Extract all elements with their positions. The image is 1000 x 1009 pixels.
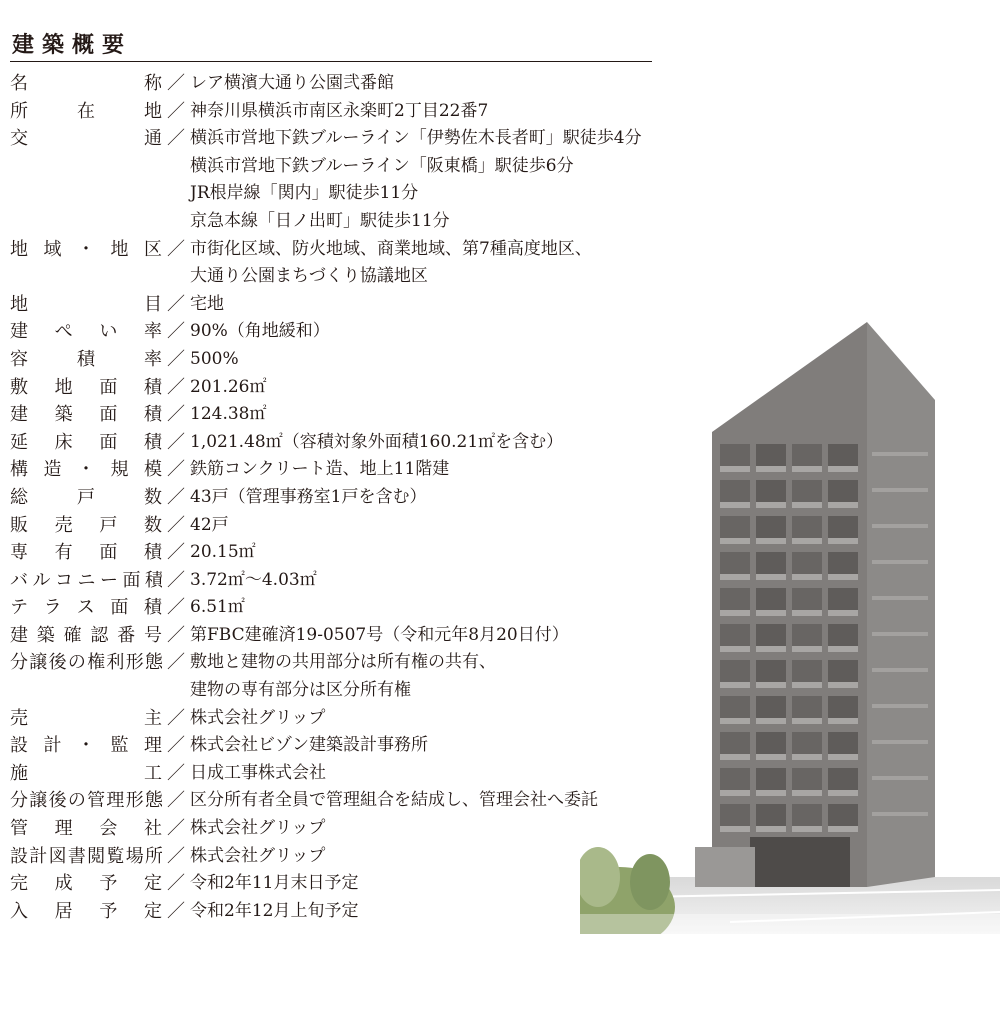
spec-label: 施工 xyxy=(10,762,162,784)
spec-value: 43戸（管理事務室1戸を含む） xyxy=(190,486,427,507)
spec-row xyxy=(0,787,660,815)
spec-value: 株式会社ビゾン建築設計事務所 xyxy=(190,735,428,756)
building-balcony xyxy=(828,790,858,796)
spec-value: 株式会社グリップ xyxy=(190,707,326,728)
building-balcony xyxy=(792,646,822,652)
spec-value: 500% xyxy=(190,348,239,369)
building-balcony xyxy=(720,610,750,616)
building-balcony xyxy=(792,574,822,580)
spec-label: 管理会社 xyxy=(10,818,162,840)
spec-label: 容積率 xyxy=(10,348,162,370)
building-side-rail xyxy=(872,740,928,744)
spec-label: 設計・監理 xyxy=(10,735,162,757)
spec-value: 横浜市営地下鉄ブルーライン「阪東橋」駅徒歩6分 xyxy=(190,155,574,176)
spec-label: 分譲後の権利形態 xyxy=(10,652,162,674)
spec-row xyxy=(0,705,660,733)
spec-separator: ／ xyxy=(167,321,185,343)
spec-row xyxy=(0,125,660,235)
spec-value: 124.38㎡ xyxy=(190,404,267,425)
spec-value: 令和2年11月末日予定 xyxy=(190,873,359,894)
spec-row xyxy=(0,567,660,595)
spec-row xyxy=(0,732,660,760)
building-side-rail xyxy=(872,596,928,600)
spec-value: 敷地と建物の共用部分は所有権の共有、 xyxy=(190,652,496,673)
building-balcony xyxy=(720,502,750,508)
spec-row xyxy=(0,539,660,567)
spec-separator: ／ xyxy=(167,404,185,426)
spec-separator: ／ xyxy=(167,128,185,150)
spec-value: 令和2年12月上旬予定 xyxy=(190,900,359,921)
spec-label: 構造・規模 xyxy=(10,459,162,481)
building-balcony xyxy=(828,718,858,724)
spec-row xyxy=(0,512,660,540)
spec-row xyxy=(0,870,660,898)
spec-label: 入居予定 xyxy=(10,900,162,922)
building-balcony xyxy=(792,826,822,832)
spec-row xyxy=(0,429,660,457)
building-balcony xyxy=(720,754,750,760)
spec-value: 区分所有者全員で管理組合を結成し、管理会社へ委託 xyxy=(190,790,598,811)
spec-row xyxy=(0,374,660,402)
spec-row xyxy=(0,456,660,484)
building-side-rail xyxy=(872,704,928,708)
spec-row xyxy=(0,346,660,374)
spec-label: 設計図書閲覧場所 xyxy=(10,845,162,867)
spec-value: 90%（角地緩和） xyxy=(190,321,330,342)
spec-value: 神奈川県横浜市南区永楽町2丁目22番7 xyxy=(190,100,489,121)
spec-separator: ／ xyxy=(167,873,185,895)
building-balcony xyxy=(828,826,858,832)
building-side-rail xyxy=(872,776,928,780)
building-outline-list xyxy=(0,70,660,925)
spec-value: 6.51㎡ xyxy=(190,597,245,618)
spec-row xyxy=(0,70,660,98)
building-side-rail xyxy=(872,488,928,492)
spec-row xyxy=(0,622,660,650)
spec-value: 宅地 xyxy=(190,293,224,314)
spec-label: 名称 xyxy=(10,73,162,94)
spec-label: 建ぺい率 xyxy=(10,321,162,343)
spec-label: 建築確認番号 xyxy=(10,624,162,646)
spec-separator: ／ xyxy=(167,707,185,729)
spec-separator: ／ xyxy=(167,73,185,94)
building-side-rail xyxy=(872,632,928,636)
building-balcony xyxy=(828,502,858,508)
spec-value: 第FBC建確済19-0507号（令和元年8月20日付） xyxy=(190,624,569,645)
spec-row xyxy=(0,594,660,622)
spec-separator: ／ xyxy=(167,514,185,536)
spec-label: バルコニー面積 xyxy=(10,569,162,591)
spec-label: 延床面積 xyxy=(10,431,162,453)
spec-separator: ／ xyxy=(167,735,185,757)
spec-label: テラス面積 xyxy=(10,597,162,619)
building-balcony xyxy=(792,718,822,724)
spec-label: 完成予定 xyxy=(10,873,162,895)
spec-label: 敷地面積 xyxy=(10,376,162,398)
spec-value: 20.15㎡ xyxy=(190,542,256,563)
spec-separator: ／ xyxy=(167,762,185,784)
building-balcony xyxy=(756,574,786,580)
spec-value: JR根岸線「関内」駅徒歩11分 xyxy=(190,183,419,204)
spec-value: 横浜市営地下鉄ブルーライン「伊勢佐木長者町」駅徒歩4分 xyxy=(190,128,642,149)
building-balcony xyxy=(720,682,750,688)
spec-label: 建築面積 xyxy=(10,404,162,426)
spec-row xyxy=(0,401,660,429)
spec-label: 売主 xyxy=(10,707,162,729)
spec-row xyxy=(0,898,660,926)
building-balcony xyxy=(720,646,750,652)
building-balcony xyxy=(720,718,750,724)
spec-separator: ／ xyxy=(167,542,185,564)
building-balcony xyxy=(792,466,822,472)
spec-row xyxy=(0,649,660,704)
spec-separator: ／ xyxy=(167,790,185,812)
building-balcony xyxy=(792,610,822,616)
spec-value: 鉄筋コンクリート造、地上11階建 xyxy=(190,459,450,480)
building-balcony xyxy=(792,790,822,796)
spec-value: 201.26㎡ xyxy=(190,376,267,397)
spec-separator: ／ xyxy=(167,652,185,674)
spec-label: 販売戸数 xyxy=(10,514,162,536)
spec-label: 所在地 xyxy=(10,100,162,122)
building-balcony xyxy=(792,502,822,508)
building-balcony xyxy=(828,538,858,544)
spec-separator: ／ xyxy=(167,845,185,867)
spec-value: 日成工事株式会社 xyxy=(190,762,326,783)
spec-value: 建物の専有部分は区分所有権 xyxy=(190,680,411,701)
spec-row xyxy=(0,318,660,346)
building-balcony xyxy=(792,538,822,544)
spec-value: 株式会社グリップ xyxy=(190,818,326,839)
building-balcony xyxy=(828,610,858,616)
building-balcony xyxy=(756,826,786,832)
spec-label: 地域・地区 xyxy=(10,238,162,260)
building-balcony xyxy=(720,826,750,832)
building-illustration xyxy=(580,322,1000,934)
building-balcony xyxy=(720,790,750,796)
spec-value: 京急本線「日ノ出町」駅徒歩11分 xyxy=(190,210,450,231)
spec-separator: ／ xyxy=(167,818,185,840)
building-side-rail xyxy=(872,524,928,528)
building-balcony xyxy=(828,754,858,760)
spec-separator: ／ xyxy=(167,376,185,398)
spec-separator: ／ xyxy=(167,597,185,619)
building-side-rail xyxy=(872,812,928,816)
building-balcony xyxy=(792,682,822,688)
building-balcony xyxy=(828,646,858,652)
building-balcony xyxy=(828,574,858,580)
building-balcony xyxy=(756,754,786,760)
spec-label: 地目 xyxy=(10,293,162,315)
building-balcony xyxy=(828,682,858,688)
spec-row xyxy=(0,236,660,291)
spec-value: 市街化区域、防火地域、商業地域、第7種高度地区、 xyxy=(190,238,592,259)
spec-row xyxy=(0,815,660,843)
building-balcony xyxy=(828,466,858,472)
spec-label: 総戸数 xyxy=(10,486,162,508)
spec-separator: ／ xyxy=(167,459,185,481)
spec-label: 分譲後の管理形態 xyxy=(10,790,162,812)
building-balcony xyxy=(756,790,786,796)
spec-value: 1,021.48㎡（容積対象外面積160.21㎡を含む） xyxy=(190,431,564,452)
spec-row xyxy=(0,760,660,788)
building-balcony xyxy=(756,538,786,544)
spec-separator: ／ xyxy=(167,431,185,453)
spec-separator: ／ xyxy=(167,348,185,370)
building-side-rail xyxy=(872,560,928,564)
building-balcony xyxy=(792,754,822,760)
building-balcony xyxy=(720,574,750,580)
spec-label: 専有面積 xyxy=(10,542,162,564)
spec-value: 株式会社グリップ xyxy=(190,845,326,866)
building-balcony xyxy=(756,502,786,508)
spec-separator: ／ xyxy=(167,486,185,508)
spec-value: 大通り公園まちづくり協議地区 xyxy=(190,266,428,287)
spec-separator: ／ xyxy=(167,624,185,646)
building-side-rail xyxy=(872,668,928,672)
spec-label: 交通 xyxy=(10,128,162,150)
building-balcony xyxy=(756,646,786,652)
spec-row xyxy=(0,291,660,319)
spec-separator: ／ xyxy=(167,293,185,315)
building-side-rail xyxy=(872,452,928,456)
spec-separator: ／ xyxy=(167,569,185,591)
building-balcony xyxy=(720,466,750,472)
building-balcony xyxy=(756,682,786,688)
building-balcony xyxy=(720,538,750,544)
spec-row xyxy=(0,484,660,512)
page-title: 建築概要 xyxy=(12,32,133,58)
spec-value: 42戸 xyxy=(190,514,229,535)
spec-separator: ／ xyxy=(167,100,185,122)
building-balcony xyxy=(756,466,786,472)
spec-separator: ／ xyxy=(167,900,185,922)
building-balcony xyxy=(756,610,786,616)
spec-separator: ／ xyxy=(167,238,185,260)
spec-value: レア横濱大通り公園弐番館 xyxy=(190,73,394,93)
spec-value: 3.72㎡～4.03㎡ xyxy=(190,569,317,590)
building-balcony xyxy=(756,718,786,724)
spec-row xyxy=(0,843,660,871)
spec-row xyxy=(0,98,660,126)
title-underline xyxy=(10,61,652,62)
